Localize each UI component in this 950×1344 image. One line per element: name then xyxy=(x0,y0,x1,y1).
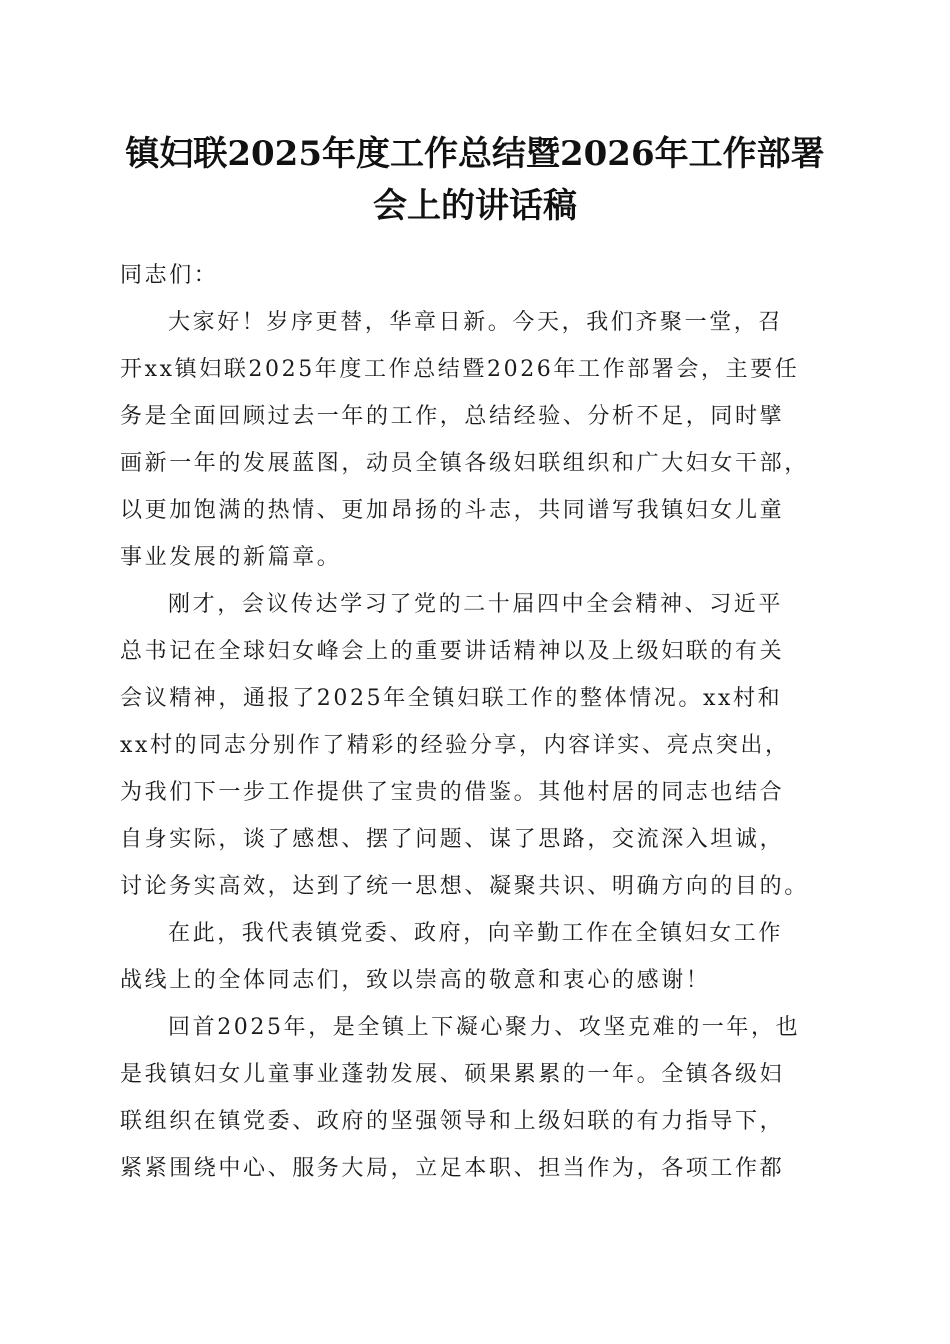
salutation: 同志们： xyxy=(120,263,219,288)
paragraph-line: 在此，我代表镇党委、政府，向辛勤工作在全镇妇女工作 xyxy=(168,921,784,946)
paragraph-line: 讨论务实高效，达到了统一思想、凝聚共识、明确方向的目的。 xyxy=(120,874,809,899)
paragraph-line: 开xx镇妇联2025年度工作总结暨2026年工作部署会，主要任 xyxy=(120,357,800,382)
paragraph-line: xx村的同志分别作了精彩的经验分享，内容详实、亮点突出， xyxy=(120,733,790,758)
paragraph-line: 大家好！岁序更替，华章日新。今天，我们齐聚一堂，召 xyxy=(168,310,784,335)
title-line: 会上的讲话稿 xyxy=(373,186,577,226)
paragraph-line: 回首2025年，是全镇上下凝心聚力、攻坚克难的一年，也 xyxy=(168,1015,801,1040)
paragraph-line: 刚才，会议传达学习了党的二十届四中全会精神、习近平 xyxy=(168,592,784,617)
paragraph-line: 联组织在镇党委、政府的坚强领导和上级妇联的有力指导下， xyxy=(120,1109,785,1134)
paragraph-line: 自身实际，谈了感想、摆了问题、谋了思路，交流深入坦诚， xyxy=(120,827,785,852)
paragraph-line: 为我们下一步工作提供了宝贵的借鉴。其他村居的同志也结合 xyxy=(120,780,785,805)
paragraph-line: 以更加饱满的热情、更加昂扬的斗志，共同谱写我镇妇女儿童 xyxy=(120,498,785,523)
paragraph-line: 会议精神，通报了2025年全镇妇联工作的整体情况。xx村和 xyxy=(120,686,783,711)
paragraph-line: 画新一年的发展蓝图，动员全镇各级妇联组织和广大妇女干部， xyxy=(120,451,809,476)
paragraph-line: 战线上的全体同志们，致以崇高的敬意和衷心的感谢！ xyxy=(120,968,711,993)
paragraph-line: 是我镇妇女儿童事业蓬勃发展、硕果累累的一年。全镇各级妇 xyxy=(120,1062,785,1087)
document-title xyxy=(100,128,850,232)
paragraph-line: 事业发展的新篇章。 xyxy=(120,545,342,570)
title-line: 镇妇联2025年度工作总结暨2026年工作部署 xyxy=(125,134,825,174)
paragraph-line: 总书记在全球妇女峰会上的重要讲话精神以及上级妇联的有关 xyxy=(120,639,785,664)
paragraph-line: 紧紧围绕中心、服务大局，立足本职、担当作为，各项工作都 xyxy=(120,1156,785,1181)
paragraph-line: 务是全面回顾过去一年的工作，总结经验、分析不足，同时擘 xyxy=(120,404,785,429)
document-body xyxy=(120,252,832,1192)
